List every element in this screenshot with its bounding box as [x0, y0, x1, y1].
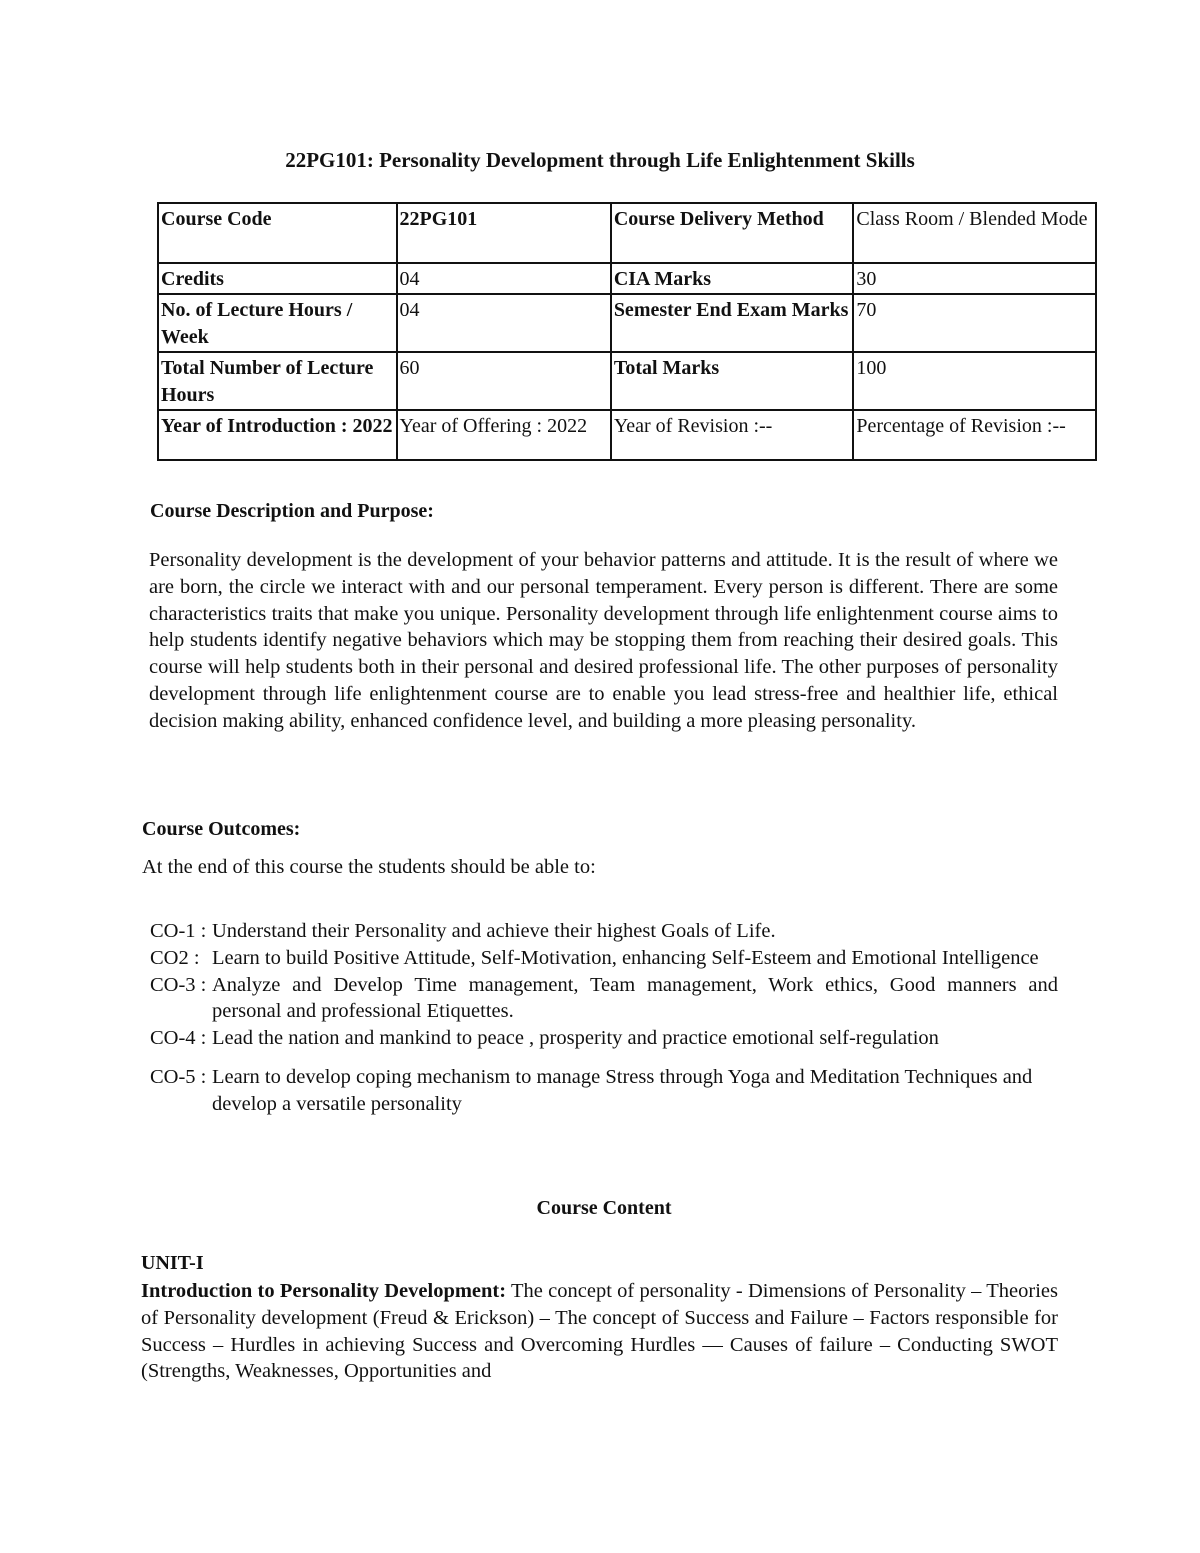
course-code-value: 22PG101	[397, 203, 611, 263]
table-row	[158, 410, 1096, 460]
table-row	[158, 294, 1096, 352]
table-row	[158, 352, 1096, 410]
table-row	[158, 263, 1096, 294]
cia-marks-label: CIA Marks	[611, 263, 854, 294]
course-code-label: Course Code	[158, 203, 397, 263]
credits-value: 04	[397, 263, 611, 294]
cia-marks-value: 30	[853, 263, 1096, 294]
list-item	[150, 1064, 1058, 1118]
delivery-method-label: Course Delivery Method	[611, 203, 854, 263]
list-item	[150, 918, 1058, 945]
list-item	[150, 972, 1058, 1026]
percentage-revision-cell: Percentage of Revision :--	[853, 410, 1096, 460]
outcome-code: CO-4 :	[150, 1027, 207, 1050]
unit-body	[141, 1278, 1058, 1385]
outcome-text: Learn to develop coping mechanism to manage Stress through Yoga and Meditation Techniques and develop a versatile personality	[212, 1065, 1033, 1115]
outcome-text: Analyze and Develop Time management, Team management, Work ethics, Good manners and personal and professional Etiquettes.	[212, 973, 1058, 1023]
table-row	[158, 203, 1096, 263]
outcomes-list	[150, 918, 1058, 1118]
year-offering-cell: Year of Offering : 2022	[397, 410, 611, 460]
total-marks-label: Total Marks	[611, 352, 854, 410]
course-info-table	[157, 202, 1097, 461]
see-marks-label: Semester End Exam Marks	[611, 294, 854, 352]
page-title: 22PG101: Personality Development through Life Enlightenment Skills	[285, 148, 915, 172]
course-content-heading: Course Content	[536, 1197, 672, 1219]
year-introduction-cell: Year of Introduction : 2022	[158, 410, 397, 460]
description-paragraph: Personality development is the development of your behavior patterns and attitude. It is the result of where we are born, the circle we interact with and our personal temperament. Every person is different. There are some characteristics traits that make you unique. Personality development through life enlightenment course aims to help students identify negative behaviors which may be stopping them from reaching their desired goals. This course will help students both in their personal and desired professional life. The other purposes of personality development through life enlightenment course are to enable you lead stress-free and healthier life, ethical decision making ability, enhanced confidence level, and building a more pleasing personality.	[149, 549, 1058, 732]
total-marks-value: 100	[853, 352, 1096, 410]
outcomes-heading: Course Outcomes:	[142, 818, 301, 840]
unit-title: Introduction to Personality Development:	[141, 1280, 507, 1302]
outcome-code: CO2 :	[150, 946, 200, 969]
description-heading: Course Description and Purpose:	[150, 500, 434, 522]
outcome-code: CO-5 :	[150, 1065, 207, 1088]
total-lecture-hours-value: 60	[397, 352, 611, 410]
outcome-text: Lead the nation and mankind to peace , prosperity and practice emotional self-regulation	[212, 1027, 939, 1050]
unit-text: The concept of personality - Dimensions of Personality – Theories of Personality development (Freud & Erickson) – The concept of Success and Failure – Factors responsible for Success – Hurdles in achieving Success and Overcoming Hurdles — Causes of failure – Conducting SWOT (Strengths, Weaknesses, Opportunities and	[141, 1280, 1058, 1383]
outcome-code: CO-1 :	[150, 920, 207, 942]
outcome-code: CO-3 :	[150, 973, 207, 996]
outcomes-intro: At the end of this course the students should be able to:	[142, 856, 596, 878]
outcome-text: Learn to build Positive Attitude, Self-Motivation, enhancing Self-Esteem and Emotional Intelligence	[212, 946, 1039, 969]
lecture-hours-week-value: 04	[397, 294, 611, 352]
delivery-method-value: Class Room / Blended Mode	[853, 203, 1096, 263]
year-revision-cell: Year of Revision :--	[611, 410, 854, 460]
lecture-hours-week-label: No. of Lecture Hours / Week	[158, 294, 397, 352]
list-item	[150, 1025, 1058, 1052]
credits-label: Credits	[158, 263, 397, 294]
unit-label: UNIT-I	[141, 1252, 204, 1274]
total-lecture-hours-label: Total Number of Lecture Hours	[158, 352, 397, 410]
see-marks-value: 70	[853, 294, 1096, 352]
outcome-text: Understand their Personality and achieve their highest Goals of Life.	[212, 920, 776, 942]
list-item	[150, 945, 1058, 972]
